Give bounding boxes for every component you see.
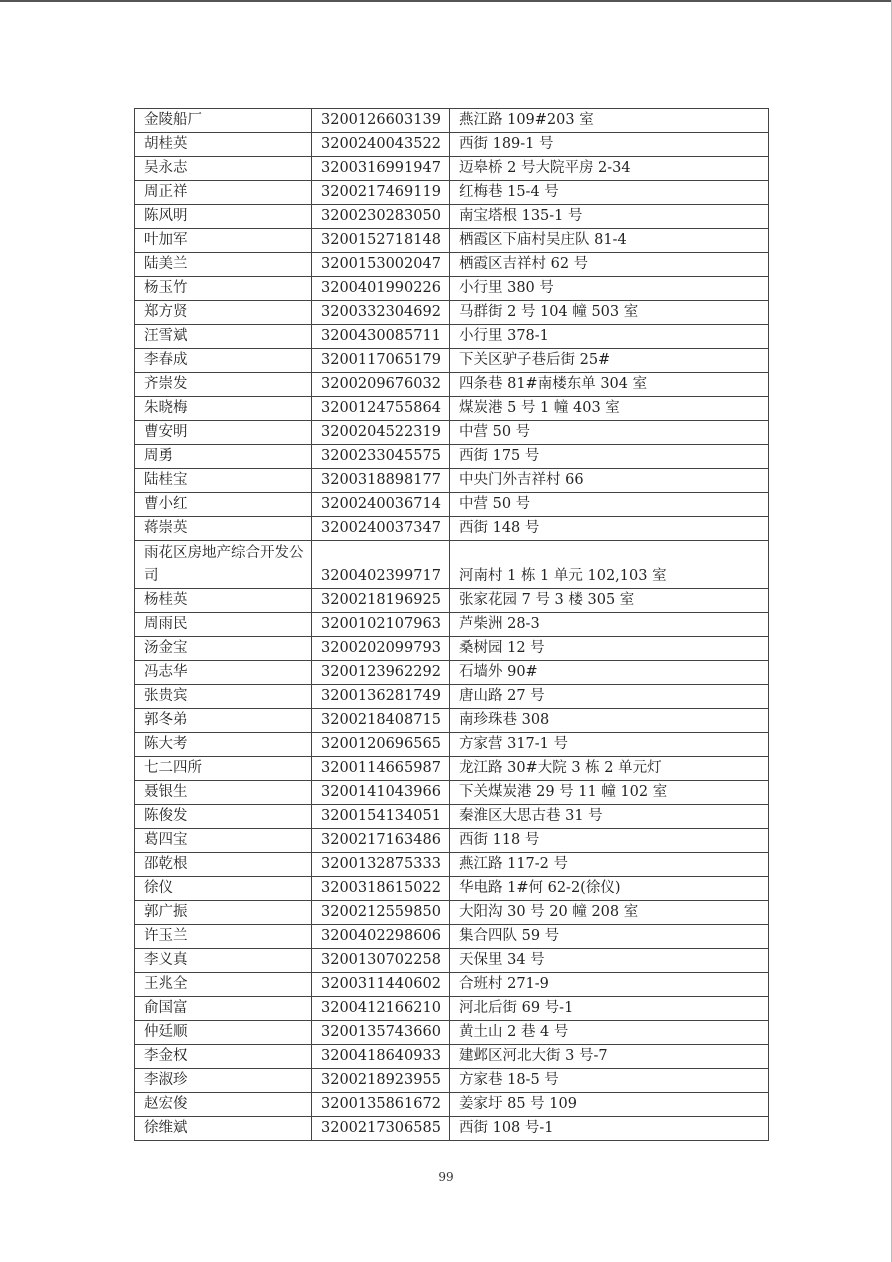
table-row — [135, 853, 769, 877]
table-row — [135, 781, 769, 805]
code-cell: 3200202099793 — [312, 637, 450, 661]
address-cell: 河南村 1 栋 1 单元 102,103 室 — [450, 541, 769, 589]
code-cell: 3200240036714 — [312, 493, 450, 517]
address-cell: 燕江路 109#203 室 — [450, 109, 769, 133]
address-cell: 龙江路 30#大院 3 栋 2 单元灯 — [450, 757, 769, 781]
code-cell: 3200230283050 — [312, 205, 450, 229]
code-cell: 3200401990226 — [312, 277, 450, 301]
code-cell: 3200418640933 — [312, 1045, 450, 1069]
code-cell: 3200117065179 — [312, 349, 450, 373]
address-cell: 姜家圩 85 号 109 — [450, 1093, 769, 1117]
table-row — [135, 1093, 769, 1117]
table-row — [135, 373, 769, 397]
table-row — [135, 325, 769, 349]
table-row — [135, 541, 769, 589]
name-cell: 王兆全 — [135, 973, 312, 997]
table-row — [135, 397, 769, 421]
table-row — [135, 205, 769, 229]
code-cell: 3200120696565 — [312, 733, 450, 757]
name-cell: 邵乾根 — [135, 853, 312, 877]
code-cell: 3200240037347 — [312, 517, 450, 541]
table-row — [135, 109, 769, 133]
code-cell: 3200123962292 — [312, 661, 450, 685]
name-cell: 胡桂英 — [135, 133, 312, 157]
name-cell: 汤金宝 — [135, 637, 312, 661]
name-cell: 仲廷顺 — [135, 1021, 312, 1045]
address-cell: 中央门外吉祥村 66 — [450, 469, 769, 493]
name-cell: 徐仪 — [135, 877, 312, 901]
address-cell: 下关区驴子巷后街 25# — [450, 349, 769, 373]
address-cell: 小行里 380 号 — [450, 277, 769, 301]
code-cell: 3200430085711 — [312, 325, 450, 349]
name-cell: 周勇 — [135, 445, 312, 469]
code-cell: 3200141043966 — [312, 781, 450, 805]
table-row — [135, 685, 769, 709]
code-cell: 3200412166210 — [312, 997, 450, 1021]
name-cell: 李淑珍 — [135, 1069, 312, 1093]
address-cell: 石墙外 90# — [450, 661, 769, 685]
code-cell: 3200204522319 — [312, 421, 450, 445]
address-cell: 建邺区河北大街 3 号-7 — [450, 1045, 769, 1069]
address-cell: 栖霞区吉祥村 62 号 — [450, 253, 769, 277]
name-cell: 陆桂宝 — [135, 469, 312, 493]
code-cell: 3200233045575 — [312, 445, 450, 469]
address-cell: 西街 175 号 — [450, 445, 769, 469]
name-cell: 陈大考 — [135, 733, 312, 757]
code-cell: 3200135861672 — [312, 1093, 450, 1117]
address-cell: 秦淮区大思古巷 31 号 — [450, 805, 769, 829]
name-cell: 李金权 — [135, 1045, 312, 1069]
code-cell: 3200311440602 — [312, 973, 450, 997]
table-row — [135, 277, 769, 301]
table-row — [135, 421, 769, 445]
address-cell: 天保里 34 号 — [450, 949, 769, 973]
table-row — [135, 757, 769, 781]
name-cell: 朱晓梅 — [135, 397, 312, 421]
code-cell: 3200114665987 — [312, 757, 450, 781]
address-cell: 马群街 2 号 104 幢 503 室 — [450, 301, 769, 325]
table-row — [135, 925, 769, 949]
address-cell: 西街 189-1 号 — [450, 133, 769, 157]
code-cell: 3200126603139 — [312, 109, 450, 133]
table-row — [135, 253, 769, 277]
table-row — [135, 997, 769, 1021]
table-row — [135, 901, 769, 925]
page-number: 99 — [438, 1170, 454, 1184]
address-cell: 栖霞区下庙村吴庄队 81-4 — [450, 229, 769, 253]
code-cell: 3200209676032 — [312, 373, 450, 397]
code-cell: 3200318615022 — [312, 877, 450, 901]
code-cell: 3200218196925 — [312, 589, 450, 613]
table-row — [135, 157, 769, 181]
code-cell: 3200130702258 — [312, 949, 450, 973]
name-cell: 郑方贤 — [135, 301, 312, 325]
address-cell: 红梅巷 15-4 号 — [450, 181, 769, 205]
address-cell: 芦柴洲 28-3 — [450, 613, 769, 637]
name-cell: 齐崇发 — [135, 373, 312, 397]
address-cell: 小行里 378-1 — [450, 325, 769, 349]
table-row — [135, 1021, 769, 1045]
table-row — [135, 829, 769, 853]
table-row — [135, 493, 769, 517]
address-cell: 燕江路 117-2 号 — [450, 853, 769, 877]
code-cell: 3200217163486 — [312, 829, 450, 853]
code-cell: 3200332304692 — [312, 301, 450, 325]
address-cell: 黄土山 2 巷 4 号 — [450, 1021, 769, 1045]
address-cell: 合班村 271-9 — [450, 973, 769, 997]
table-row — [135, 301, 769, 325]
address-cell: 集合四队 59 号 — [450, 925, 769, 949]
code-cell: 3200152718148 — [312, 229, 450, 253]
name-cell: 郭广振 — [135, 901, 312, 925]
address-cell: 中营 50 号 — [450, 421, 769, 445]
name-cell: 汪雪斌 — [135, 325, 312, 349]
name-cell: 葛四宝 — [135, 829, 312, 853]
records-table-body — [135, 109, 769, 1141]
name-cell: 许玉兰 — [135, 925, 312, 949]
code-cell: 3200217306585 — [312, 1117, 450, 1141]
code-cell: 3200402399717 — [312, 541, 450, 589]
table-row — [135, 517, 769, 541]
address-cell: 西街 118 号 — [450, 829, 769, 853]
table-row — [135, 181, 769, 205]
address-cell: 四条巷 81#南楼东单 304 室 — [450, 373, 769, 397]
table-row — [135, 445, 769, 469]
name-cell: 叶加军 — [135, 229, 312, 253]
name-cell: 聂银生 — [135, 781, 312, 805]
code-cell: 3200102107963 — [312, 613, 450, 637]
code-cell: 3200154134051 — [312, 805, 450, 829]
table-row — [135, 1069, 769, 1093]
name-cell: 张贵宾 — [135, 685, 312, 709]
table-row — [135, 1045, 769, 1069]
address-cell: 张家花园 7 号 3 楼 305 室 — [450, 589, 769, 613]
name-cell: 曹安明 — [135, 421, 312, 445]
table-row — [135, 133, 769, 157]
table-row — [135, 733, 769, 757]
code-cell: 3200136281749 — [312, 685, 450, 709]
table-row — [135, 349, 769, 373]
address-cell: 迈皋桥 2 号大院平房 2-34 — [450, 157, 769, 181]
name-cell: 杨玉竹 — [135, 277, 312, 301]
name-cell: 赵宏俊 — [135, 1093, 312, 1117]
address-cell: 中营 50 号 — [450, 493, 769, 517]
address-cell: 河北后街 69 号-1 — [450, 997, 769, 1021]
code-cell: 3200218408715 — [312, 709, 450, 733]
name-cell: 冯志华 — [135, 661, 312, 685]
code-cell: 3200402298606 — [312, 925, 450, 949]
name-cell: 陈风明 — [135, 205, 312, 229]
name-cell: 雨花区房地产综合开发公司 — [135, 541, 312, 589]
address-cell: 唐山路 27 号 — [450, 685, 769, 709]
name-cell: 蒋崇英 — [135, 517, 312, 541]
address-cell: 桑树园 12 号 — [450, 637, 769, 661]
code-cell: 3200135743660 — [312, 1021, 450, 1045]
page-top-border — [0, 0, 892, 2]
address-cell: 西街 108 号-1 — [450, 1117, 769, 1141]
address-cell: 南珍珠巷 308 — [450, 709, 769, 733]
address-cell: 方家巷 18-5 号 — [450, 1069, 769, 1093]
name-cell: 周正祥 — [135, 181, 312, 205]
address-cell: 下关煤炭港 29 号 11 幢 102 室 — [450, 781, 769, 805]
name-cell: 七二四所 — [135, 757, 312, 781]
address-cell: 华电路 1#何 62-2(徐仪) — [450, 877, 769, 901]
table-row — [135, 877, 769, 901]
table-row — [135, 613, 769, 637]
name-cell: 徐维斌 — [135, 1117, 312, 1141]
name-cell: 俞国富 — [135, 997, 312, 1021]
name-cell: 陆美兰 — [135, 253, 312, 277]
code-cell: 3200218923955 — [312, 1069, 450, 1093]
code-cell: 3200212559850 — [312, 901, 450, 925]
code-cell: 3200124755864 — [312, 397, 450, 421]
table-row — [135, 1117, 769, 1141]
name-cell: 杨桂英 — [135, 589, 312, 613]
code-cell: 3200318898177 — [312, 469, 450, 493]
table-row — [135, 637, 769, 661]
address-cell: 西街 148 号 — [450, 517, 769, 541]
name-cell: 郭冬弟 — [135, 709, 312, 733]
table-row — [135, 973, 769, 997]
table-row — [135, 805, 769, 829]
code-cell: 3200240043522 — [312, 133, 450, 157]
name-cell: 李春成 — [135, 349, 312, 373]
code-cell: 3200153002047 — [312, 253, 450, 277]
table-row — [135, 229, 769, 253]
name-cell: 陈俊发 — [135, 805, 312, 829]
code-cell: 3200132875333 — [312, 853, 450, 877]
name-cell: 李义真 — [135, 949, 312, 973]
address-cell: 方家营 317-1 号 — [450, 733, 769, 757]
table-row — [135, 709, 769, 733]
address-cell: 南宝塔根 135-1 号 — [450, 205, 769, 229]
code-cell: 3200217469119 — [312, 181, 450, 205]
table-row — [135, 661, 769, 685]
name-cell: 曹小红 — [135, 493, 312, 517]
code-cell: 3200316991947 — [312, 157, 450, 181]
name-cell: 吴永志 — [135, 157, 312, 181]
records-table — [134, 108, 769, 1141]
table-row — [135, 589, 769, 613]
name-cell: 周雨民 — [135, 613, 312, 637]
table-row — [135, 949, 769, 973]
name-cell: 金陵船厂 — [135, 109, 312, 133]
address-cell: 煤炭港 5 号 1 幢 403 室 — [450, 397, 769, 421]
address-cell: 大阳沟 30 号 20 幢 208 室 — [450, 901, 769, 925]
table-row — [135, 469, 769, 493]
